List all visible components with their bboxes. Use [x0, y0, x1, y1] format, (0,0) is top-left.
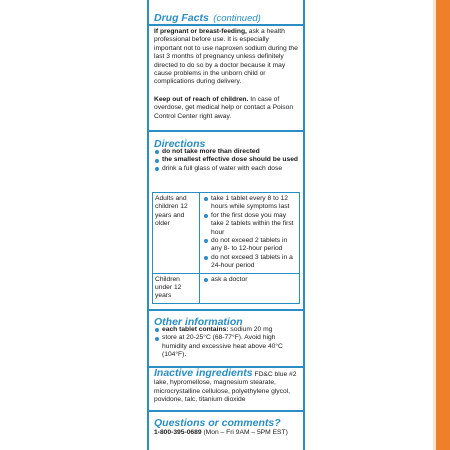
- other-info-title: Other information: [154, 316, 243, 328]
- tablet-contains-lead: each tablet contains:: [162, 326, 229, 333]
- directions-bullet: the smallest effective dose should be used: [154, 156, 303, 164]
- keep-out-warning: [149, 96, 303, 121]
- dosage-item: do not exceed 3 tablets in a 24-hour period: [203, 254, 297, 271]
- questions-contact: [149, 429, 303, 437]
- questions-title: Questions or comments?: [154, 417, 281, 429]
- questions-phone: 1-800-395-0689: [154, 429, 202, 436]
- keep-out-body: In case of overdose, get medical help or contact a Poison Control Center right away.: [154, 96, 294, 120]
- dosage-age-group: Children under 12 years: [153, 274, 200, 303]
- other-info-item: store at 20-25°C (68-77°F). Avoid high humidity and excessive heat above 40°C (104°F).: [154, 334, 298, 359]
- dosage-item: ask a doctor: [203, 276, 297, 284]
- header-divider: [149, 24, 303, 26]
- other-info-divider: [149, 309, 303, 311]
- dosage-instructions: [200, 274, 299, 303]
- questions-divider: [149, 410, 303, 412]
- dosage-age-group: Adults and children 12 years and older: [153, 193, 200, 273]
- directions-bullet: do not take more than directed: [154, 148, 303, 156]
- side-band: [436, 0, 450, 450]
- other-info-list: [149, 326, 303, 360]
- dosage-table: [152, 192, 300, 304]
- directions-divider: [149, 130, 303, 132]
- dosage-item: for the first dose you may take 2 tablets within the first hour: [203, 212, 297, 237]
- tablet-contains-body: sodium 20 mg: [228, 326, 273, 333]
- directions-bullet: drink a full glass of water with each dose: [154, 165, 303, 173]
- dosage-row-children: [153, 274, 299, 303]
- dosage-item: do not exceed 2 tablets in any 8- to 12-hour period: [203, 237, 297, 254]
- directions-bullets: [149, 148, 303, 173]
- pregnancy-warning: [149, 28, 303, 87]
- drug-facts-title: Drug Facts: [154, 12, 209, 24]
- dosage-instructions: [200, 193, 299, 273]
- keep-out-lead: Keep out of reach of children.: [154, 96, 249, 103]
- inactive-body: FD&C blue #2 lake, hypromellose, magnesium stearate, microcrystalline cellulose, polyethylene glycol, povidone, talc, titanium dioxide: [154, 371, 297, 404]
- inactive-ingredients: [149, 369, 303, 405]
- questions-hours: (Mon – Fri 9AM – 5PM EST): [201, 429, 288, 436]
- drug-facts-subtitle: (continued): [213, 13, 261, 24]
- directions-title: Directions: [154, 138, 206, 150]
- pregnancy-lead: If pregnant or breast-feeding,: [154, 28, 247, 35]
- pregnancy-body: ask a health professional before use. It is especially important not to use naproxen sodium during the last 3 months of pregnancy unless definitely directed to do so by a doctor because it may cause problems in the unborn child or complications during delivery.: [154, 28, 298, 86]
- inactive-title: Inactive ingredients: [154, 367, 253, 379]
- dosage-item: take 1 tablet every 8 to 12 hours while symptoms last: [203, 195, 297, 212]
- dosage-row-adults: [153, 193, 299, 274]
